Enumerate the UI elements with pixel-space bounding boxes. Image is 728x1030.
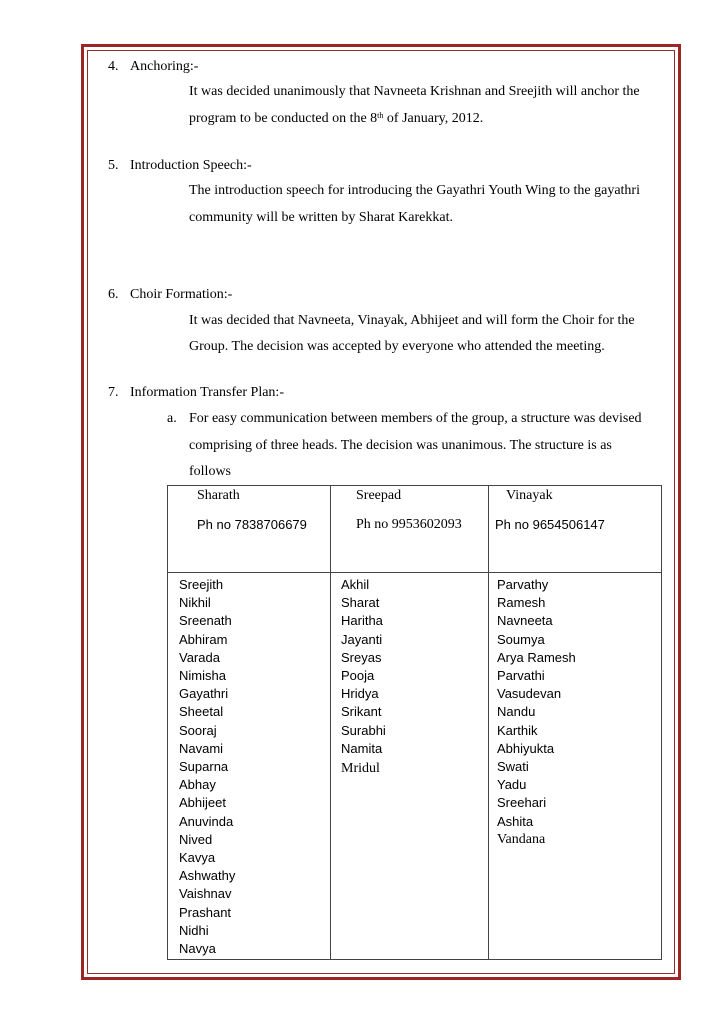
member-item: Ashita: [497, 813, 534, 829]
member-item: Nimisha: [179, 668, 226, 684]
member-item: Varada: [179, 649, 220, 665]
member-item: Sreejith: [179, 577, 224, 592]
member-item: Nandu: [497, 704, 536, 720]
section-5-number: 5.: [108, 158, 119, 173]
member-item: Parvathy: [497, 577, 549, 592]
member-item: Swati: [497, 759, 529, 775]
member-item: Mridul: [341, 761, 380, 777]
member-item: Abhiram: [179, 631, 228, 647]
member-item: Pooja: [341, 668, 375, 684]
section-7-line2: comprising of three heads. The decision was unanimous. The structure is as: [189, 438, 612, 453]
member-item: Sreehari: [497, 795, 547, 811]
members-cell-sharath: [168, 573, 331, 960]
member-item: Suparna: [179, 759, 229, 775]
member-item: Nived: [179, 831, 213, 847]
member-item: Abhay: [179, 777, 216, 793]
member-item: Sharat: [341, 595, 380, 611]
section-4-line1: It was decided unanimously that Navneeta Krishnan and Sreejith will anchor the: [189, 84, 640, 99]
head-cell-vinayak: [489, 486, 662, 573]
member-item: Sooraj: [179, 722, 217, 738]
member-item: Srikant: [341, 704, 382, 720]
head-phone-vinayak: Ph no 9654506147: [495, 517, 605, 532]
heads-row: [168, 486, 662, 573]
section-5-line2: community will be written by Sharat Karekkat.: [189, 210, 453, 225]
member-item: Navya: [179, 941, 216, 957]
member-item: Abhijeet: [179, 795, 226, 811]
head-name-vinayak: Vinayak: [506, 488, 553, 503]
member-item: Vaishnav: [179, 886, 232, 902]
section-4-line2: [189, 111, 483, 127]
member-item: Sreenath: [179, 613, 232, 629]
section-4-line2-sup: th: [377, 111, 384, 120]
member-item: Vasudevan: [497, 686, 562, 702]
section-4-line2-post: of January, 2012.: [383, 111, 484, 126]
members-list-vinayak: [489, 573, 661, 849]
member-item: Ashwathy: [179, 868, 236, 884]
member-item: Kavya: [179, 850, 216, 866]
member-item: Soumya: [497, 631, 545, 647]
section-4-number: 4.: [108, 59, 119, 74]
section-4-line2-pre: program to be conducted on the 8: [189, 111, 378, 126]
members-cell-sreepad: [331, 573, 489, 960]
head-phone-sreepad: Ph no 9953602093: [356, 517, 462, 532]
head-cell-sharath: [168, 486, 331, 573]
member-item: Sheetal: [179, 704, 224, 720]
member-item: Gayathri: [179, 686, 229, 702]
head-name-sharath: Sharath: [197, 488, 240, 503]
member-item: Akhil: [341, 577, 370, 592]
member-item: Navneeta: [497, 613, 553, 629]
section-6-line2: Group. The decision was accepted by everyone who attended the meeting.: [189, 339, 605, 354]
section-4-heading: Anchoring:-: [130, 59, 199, 74]
member-item: Surabhi: [341, 722, 386, 738]
section-5-heading: Introduction Speech:-: [130, 158, 252, 173]
structure-table: [167, 485, 662, 960]
member-item: Navami: [179, 740, 224, 756]
section-7-line1: For easy communication between members of the group, a structure was devised: [189, 411, 642, 426]
member-item: Yadu: [497, 777, 527, 793]
member-item: Anuvinda: [179, 813, 234, 829]
section-7-line3: follows: [189, 464, 231, 479]
member-item: Prashant: [179, 904, 232, 920]
section-6-heading: Choir Formation:-: [130, 287, 233, 302]
member-item: Karthik: [497, 722, 538, 738]
member-item: Jayanti: [341, 631, 383, 647]
section-6-line1: It was decided that Navneeta, Vinayak, Abhijeet and will form the Choir for the: [189, 313, 635, 328]
member-item: Hridya: [341, 686, 379, 702]
section-7-number: 7.: [108, 385, 119, 400]
member-item: Nidhi: [179, 922, 209, 938]
member-item: Parvathi: [497, 668, 545, 684]
section-7-sub-marker: a.: [167, 411, 177, 426]
member-item: Ramesh: [497, 595, 546, 611]
member-item: Haritha: [341, 613, 383, 629]
section-5-line1: The introduction speech for introducing the Gayathri Youth Wing to the gayathri: [189, 183, 640, 198]
section-7-heading: Information Transfer Plan:-: [130, 385, 284, 400]
member-item: Vandana: [497, 831, 546, 847]
head-cell-sreepad: [331, 486, 489, 573]
member-item: Abhiyukta: [497, 740, 555, 756]
member-item: Namita: [341, 740, 383, 756]
members-list-sharath: [168, 573, 330, 958]
section-6-number: 6.: [108, 287, 119, 302]
head-name-sreepad: Sreepad: [356, 488, 402, 503]
member-item: Nikhil: [179, 595, 211, 611]
member-item: Arya Ramesh: [497, 649, 576, 665]
members-list-sreepad: [331, 573, 488, 778]
member-item: Sreyas: [341, 649, 382, 665]
members-row: [168, 573, 662, 960]
head-phone-sharath: Ph no 7838706679: [197, 517, 307, 532]
members-cell-vinayak: [489, 573, 662, 960]
